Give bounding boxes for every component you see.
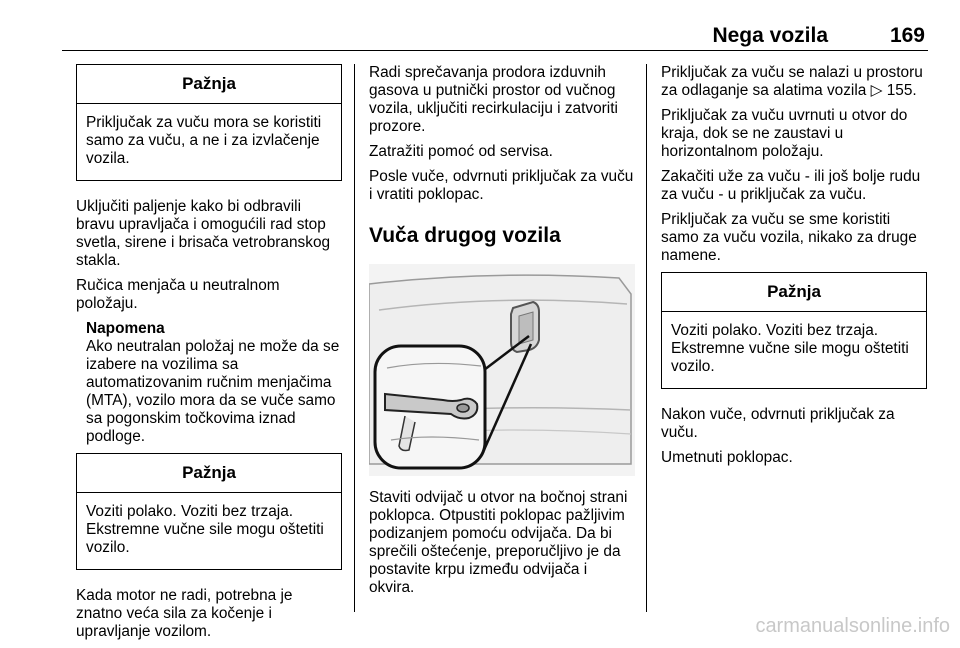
caution-text: Voziti polako. Voziti bez trzaja. Ekstremne vučne sile mogu oštetiti vozilo. (671, 322, 909, 375)
paragraph: Priključak za vuču uvrnuti u otvor do kraja, dok se ne zaustavi u horizontalnom položaju. (661, 107, 908, 160)
section-heading: Vuča drugog vozila (369, 224, 561, 247)
watermark: carmanualsonline.info (755, 615, 950, 637)
caution-box (661, 272, 927, 389)
column-right (661, 64, 927, 474)
note-title: Napomena (86, 320, 165, 337)
paragraph: Posle vuče, odvrnuti priključak za vuču i vratiti poklopac. (369, 168, 634, 203)
paragraph: Priključak za vuču se sme koristiti samo za vuču vozila, nikako za druge namene. (661, 211, 917, 264)
caution-text: Voziti polako. Voziti bez trzaja. Ekstremne vučne sile mogu oštetiti vozilo. (86, 503, 324, 556)
paragraph: Radi sprečavanja prodora izduvnih gasova u putnički prostor od vučnog vozila, uključiti recirkulaciju i zatvoriti prozore. (369, 64, 618, 135)
section-title: Nega vozila (712, 24, 828, 47)
column-divider (354, 64, 355, 612)
paragraph: Ručica menjača u neutralnom položaju. (76, 277, 280, 312)
paragraph: Uključiti paljenje kako bi odbravili bravu upravljača i omogućili rad stop svetla, sirene i brisača vetrobranskog stakla. (76, 198, 331, 269)
caution-box (76, 64, 342, 181)
paragraph: Umetnuti poklopac. (661, 449, 793, 466)
caution-heading: Pažnja (77, 454, 341, 493)
note-block (76, 320, 342, 446)
paragraph: Zatražiti pomoć od servisa. (369, 143, 553, 160)
note-text: Ako neutralan položaj ne može da se izabere na vozilima sa automatizovanim ručnim menjačima (MTA), vozilo mora da se vuče samo sa pogonskim točkovima iznad podloge. (86, 338, 340, 445)
paragraph: Priključak za vuču se nalazi u prostoru za odlaganje sa alatima vozila ▷ 155. (661, 64, 923, 99)
page-number: 169 (889, 24, 925, 47)
caution-text: Priključak za vuču mora se koristiti samo za vuču, a ne i za izvlačenje vozila. (86, 114, 322, 167)
column-divider (646, 64, 647, 612)
caution-heading: Pažnja (77, 65, 341, 104)
caution-box (76, 453, 342, 570)
column-left (76, 64, 342, 648)
tow-hook-diagram (369, 264, 635, 476)
paragraph: Staviti odvijač u otvor na bočnoj strani poklopca. Otpustiti poklopac pažljivim podizanjem pomoću odvijača. Da bi sprečili oštećenje, preporučljivo je da postavite krpu između odvijača i okvira. (369, 489, 628, 596)
paragraph: Zakačiti uže za vuču - ili još bolje rudu za vuču - u priključak za vuču. (661, 168, 921, 203)
tow-hook-illustration (369, 264, 635, 476)
page-header (62, 0, 928, 51)
paragraph: Kada motor ne radi, potrebna je znatno veća sila za kočenje i upravljanje vozilom. (76, 587, 293, 640)
paragraph: Nakon vuče, odvrnuti priključak za vuču. (661, 406, 895, 441)
caution-heading: Pažnja (662, 273, 926, 312)
column-middle (369, 64, 635, 604)
